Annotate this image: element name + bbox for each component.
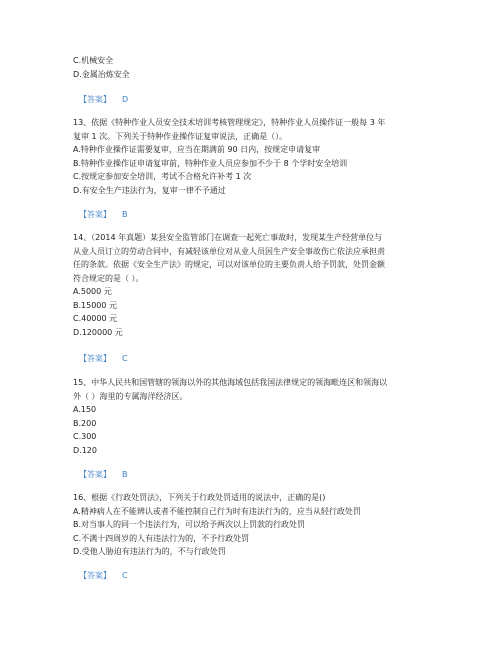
answer-label: 【答案】 [79, 354, 111, 363]
question-text: 14、（2014 年真题）某县安全监管部门在调查一起死亡事故时，发现某生产经营单位与 [73, 233, 383, 242]
answer-value: D [122, 95, 129, 104]
option-a: A.精神病人在不能辨认或者不能控制自己行为时有违法行为的，应当从轻行政处罚 [73, 506, 361, 516]
question-13 [73, 116, 433, 197]
option-c: C.按规定参加安全培训，考试不合格允许补考 1 次 [73, 172, 252, 181]
option-b: B.对当事人的同一个违法行为，可以给予两次以上罚款的行政处罚 [73, 520, 306, 529]
option-c: C.机械安全 [73, 56, 114, 65]
question-text: 任的条款。依据《安全生产法》的规定，可以对该单位的主要负责人给予罚款，处罚金额 [73, 260, 385, 269]
answer-value: C [122, 354, 128, 363]
question-text: 从业人员订立的劳动合同中，有减轻该单位对从业人员因生产安全事故伤亡依法应承担责 [73, 246, 385, 256]
question-15 [73, 376, 433, 457]
option-b: B.特种作业操作证申请复审前，特种作业人员应参加不少于 8 个学时安全培训 [73, 158, 348, 168]
option-c: C.不满十四周岁的人有违法行为的，不予行政处罚 [73, 533, 250, 543]
answer-line [79, 94, 128, 106]
question-14 [73, 231, 433, 339]
option-b: B.200 [73, 418, 97, 428]
option-d: D.120000 元 [73, 327, 123, 337]
option-b: B.15000 元 [73, 300, 118, 310]
answer-value: B [122, 210, 128, 219]
answer-label: 【答案】 [79, 571, 111, 580]
question-text: 13、依据《特种作业人员安全技术培训考核管理规定》，特种作业人员操作证一般每 3 年 [73, 118, 386, 127]
option-d: D.金属冶炼安全 [73, 69, 130, 79]
option-a: A.5000 元 [73, 287, 112, 296]
option-c: C.40000 元 [73, 314, 118, 323]
question-text: 外（ ）海里的专属海洋经济区。 [73, 391, 188, 401]
answer-value: B [122, 470, 128, 479]
answer-label: 【答案】 [79, 95, 111, 104]
answer-line [79, 570, 128, 582]
answer-label: 【答案】 [79, 210, 111, 219]
question-text: 符合规定的是（ ）。 [73, 273, 144, 283]
answer-value: C [122, 571, 128, 580]
answer-line [79, 353, 128, 365]
answer-line [79, 469, 128, 481]
option-c: C.300 [73, 432, 97, 441]
option-a: A.特种作业操作证需要复审，应当在期满前 90 日内，按规定申请复审 [73, 145, 321, 154]
option-d: D.120 [73, 445, 97, 455]
question-text: 复审 1 次。下列关于特种作业操作证复审说法，正确是（）。 [73, 131, 288, 141]
prev-question-options [73, 54, 433, 81]
answer-label: 【答案】 [79, 470, 111, 479]
question-16 [73, 491, 433, 559]
option-a: A.150 [73, 405, 97, 414]
question-text: 15、中华人民共和国管辖的领海以外的其他海域包括我国法律规定的领海毗连区和领海以 [73, 378, 388, 387]
option-d: D.受他人胁迫有违法行为的，不与行政处罚 [73, 547, 226, 556]
question-text: 16、根据《行政处罚法》，下列关于行政处罚适用的说法中，正确的是() [73, 493, 326, 502]
option-d: D.有安全生产违法行为，复审一律不予通过 [73, 185, 226, 195]
answer-line [79, 209, 128, 221]
